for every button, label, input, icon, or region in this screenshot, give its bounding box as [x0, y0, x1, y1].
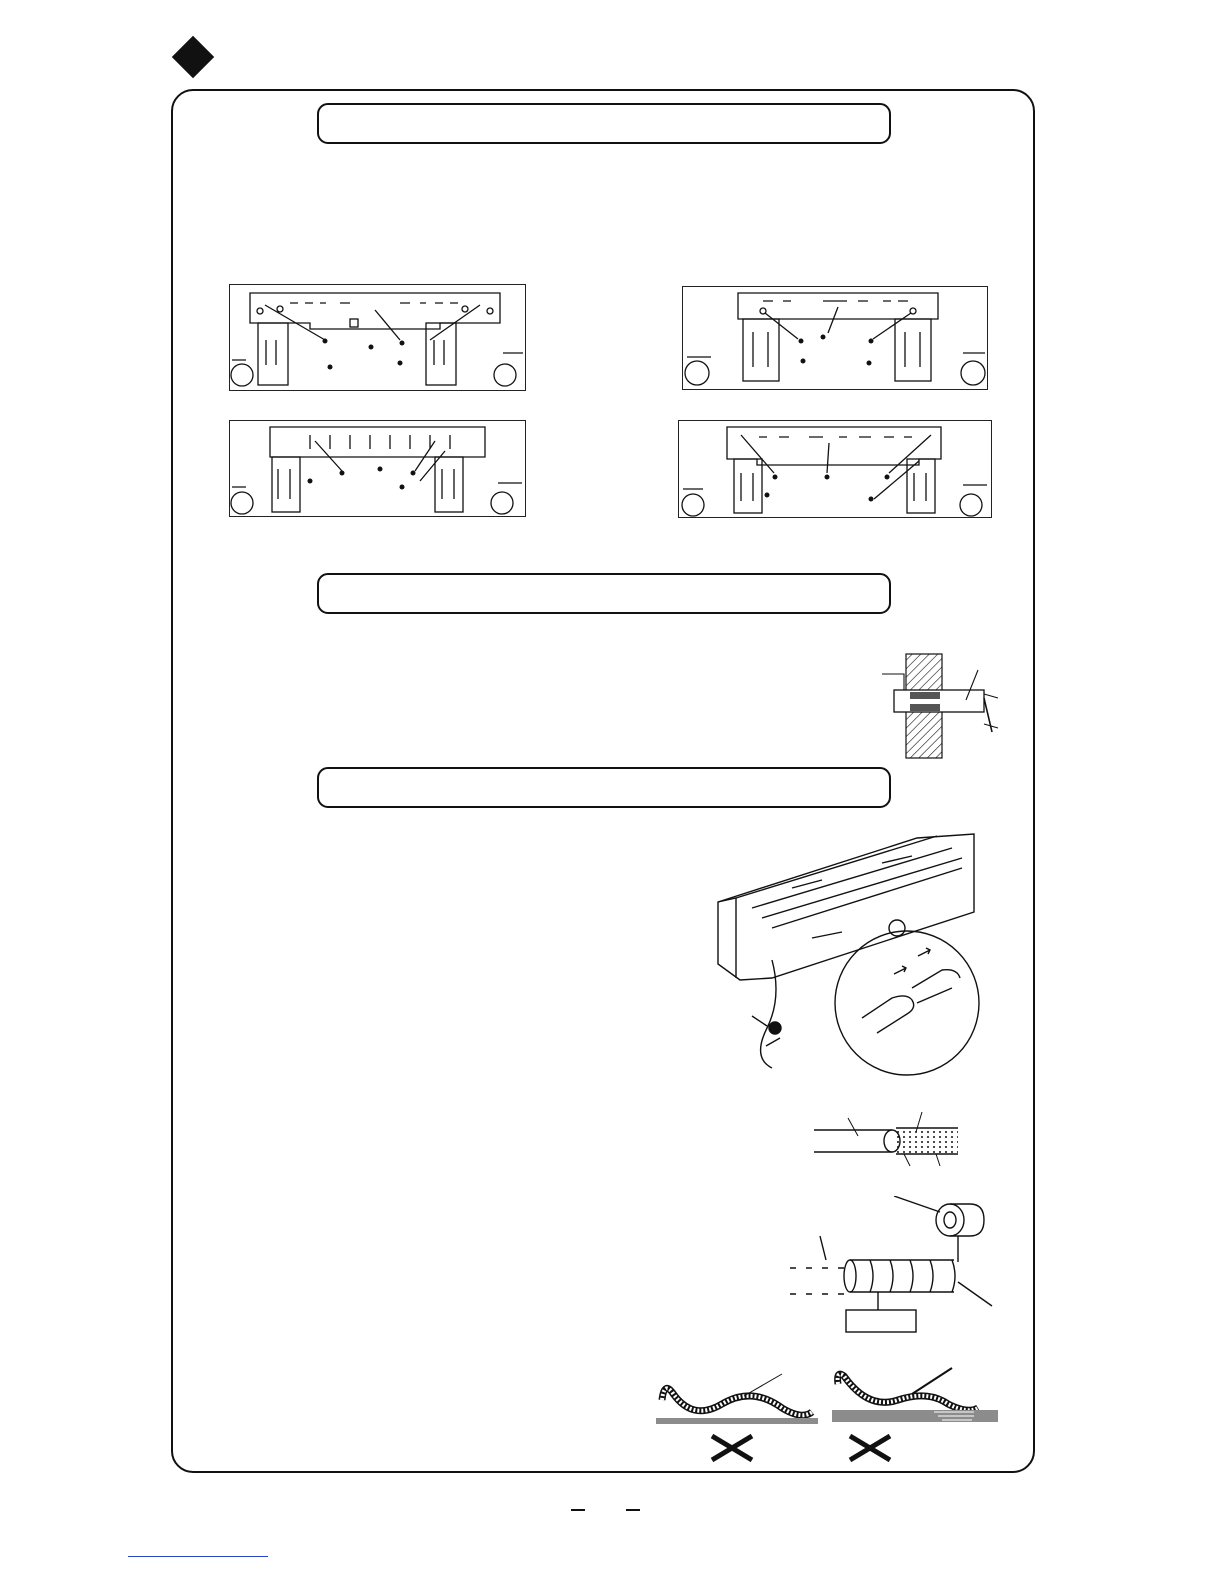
- mounting-plate-icon: [230, 421, 525, 516]
- drain-hose-wrong-2: [828, 1364, 1000, 1464]
- section-heading-3: [317, 767, 891, 808]
- drain-hose-icon: [828, 1364, 1000, 1464]
- mounting-plate-figure-2: [682, 286, 988, 390]
- tape-wrapping-figure: [790, 1196, 996, 1334]
- mounting-plate-figure-1: [229, 284, 526, 391]
- mounting-plate-icon: [683, 287, 987, 389]
- mounting-plate-figure-3: [229, 420, 526, 517]
- mounting-plate-icon: [230, 285, 525, 390]
- insulated-pipe-icon: [812, 1110, 960, 1168]
- drain-hose-icon: [652, 1372, 822, 1464]
- diamond-icon: [172, 36, 214, 78]
- insulated-pipe-figure: [812, 1110, 960, 1168]
- wall-sleeve-icon: [880, 652, 1002, 760]
- section-heading-2: [317, 573, 891, 614]
- indoor-unit-figure: [712, 828, 980, 1076]
- mounting-plate-icon: [679, 421, 991, 517]
- footer-link[interactable]: [128, 1556, 268, 1557]
- wall-sleeve-figure: [880, 652, 1002, 760]
- incorrect-x-icon: [712, 1436, 752, 1460]
- drain-hose-wrong-1: [652, 1372, 822, 1464]
- section-heading-1: [317, 103, 891, 144]
- mounting-plate-figure-4: [678, 420, 992, 518]
- page-number-dash-right: [626, 1509, 640, 1511]
- incorrect-x-icon: [850, 1436, 890, 1460]
- page-number: [590, 1498, 620, 1518]
- indoor-unit-drain-connection-icon: [712, 828, 980, 1076]
- page-number-dash-left: [571, 1509, 585, 1511]
- tape-wrap-icon: [790, 1196, 996, 1334]
